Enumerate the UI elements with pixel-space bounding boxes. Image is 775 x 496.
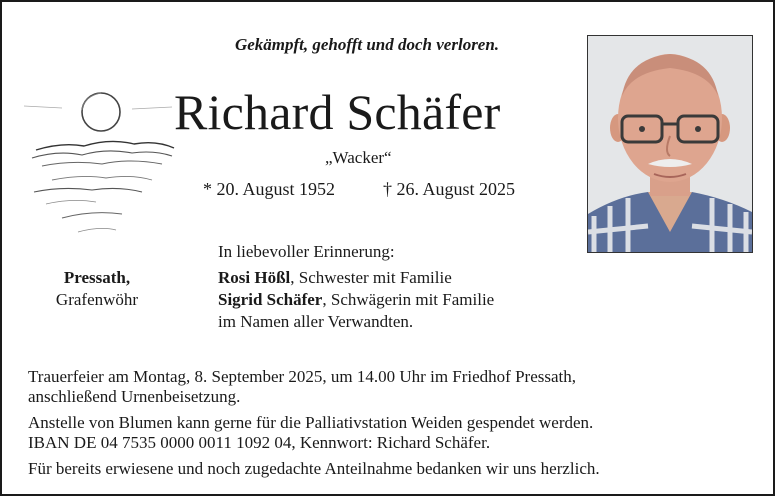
place-line-2: Grafenwöhr	[55, 290, 139, 309]
funeral-notice-line-1: Trauerfeier am Montag, 8. September 2025, um 14.00 Uhr im Friedhof Pressath,	[28, 367, 577, 386]
donation-notice-line-2: IBAN DE 04 7535 0000 0011 1092 04, Kennwort: Richard Schäfer.	[28, 433, 491, 452]
portrait-photo	[587, 35, 753, 253]
birth-date: * 20. August 1952	[203, 179, 336, 199]
mourner-line	[218, 312, 413, 332]
place-line-1: Pressath,	[63, 268, 131, 287]
portrait-illustration	[588, 36, 752, 252]
mourner-relation: , Schwester mit Familie	[290, 268, 452, 287]
mourner-relation: im Namen aller Verwandten.	[218, 312, 414, 331]
deceased-nickname: „Wacker“	[325, 148, 392, 167]
death-date: † 26. August 2025	[383, 179, 516, 199]
mourner-line	[218, 268, 452, 288]
moon-over-water-sketch-icon	[22, 88, 180, 240]
donation-notice-line-1: Anstelle von Blumen kann gerne für die Palliativstation Weiden gespendet werden.	[28, 413, 594, 432]
mourner-name: Sigrid Schäfer	[218, 290, 323, 309]
motto: Gekämpft, gehofft und doch verloren.	[234, 35, 500, 54]
mourner-name: Rosi Hößl	[218, 268, 291, 287]
mourner-line	[218, 290, 494, 310]
memory-heading: In liebevoller Erinnerung:	[218, 242, 395, 261]
thanks-notice: Für bereits erwiesene und noch zugedachte Anteilnahme bedanken wir uns herzlich.	[28, 459, 600, 478]
mourner-relation: , Schwägerin mit Familie	[322, 290, 495, 309]
funeral-notice-line-2: anschließend Urnenbeisetzung.	[28, 387, 241, 406]
deceased-name: Richard Schäfer	[174, 84, 501, 140]
